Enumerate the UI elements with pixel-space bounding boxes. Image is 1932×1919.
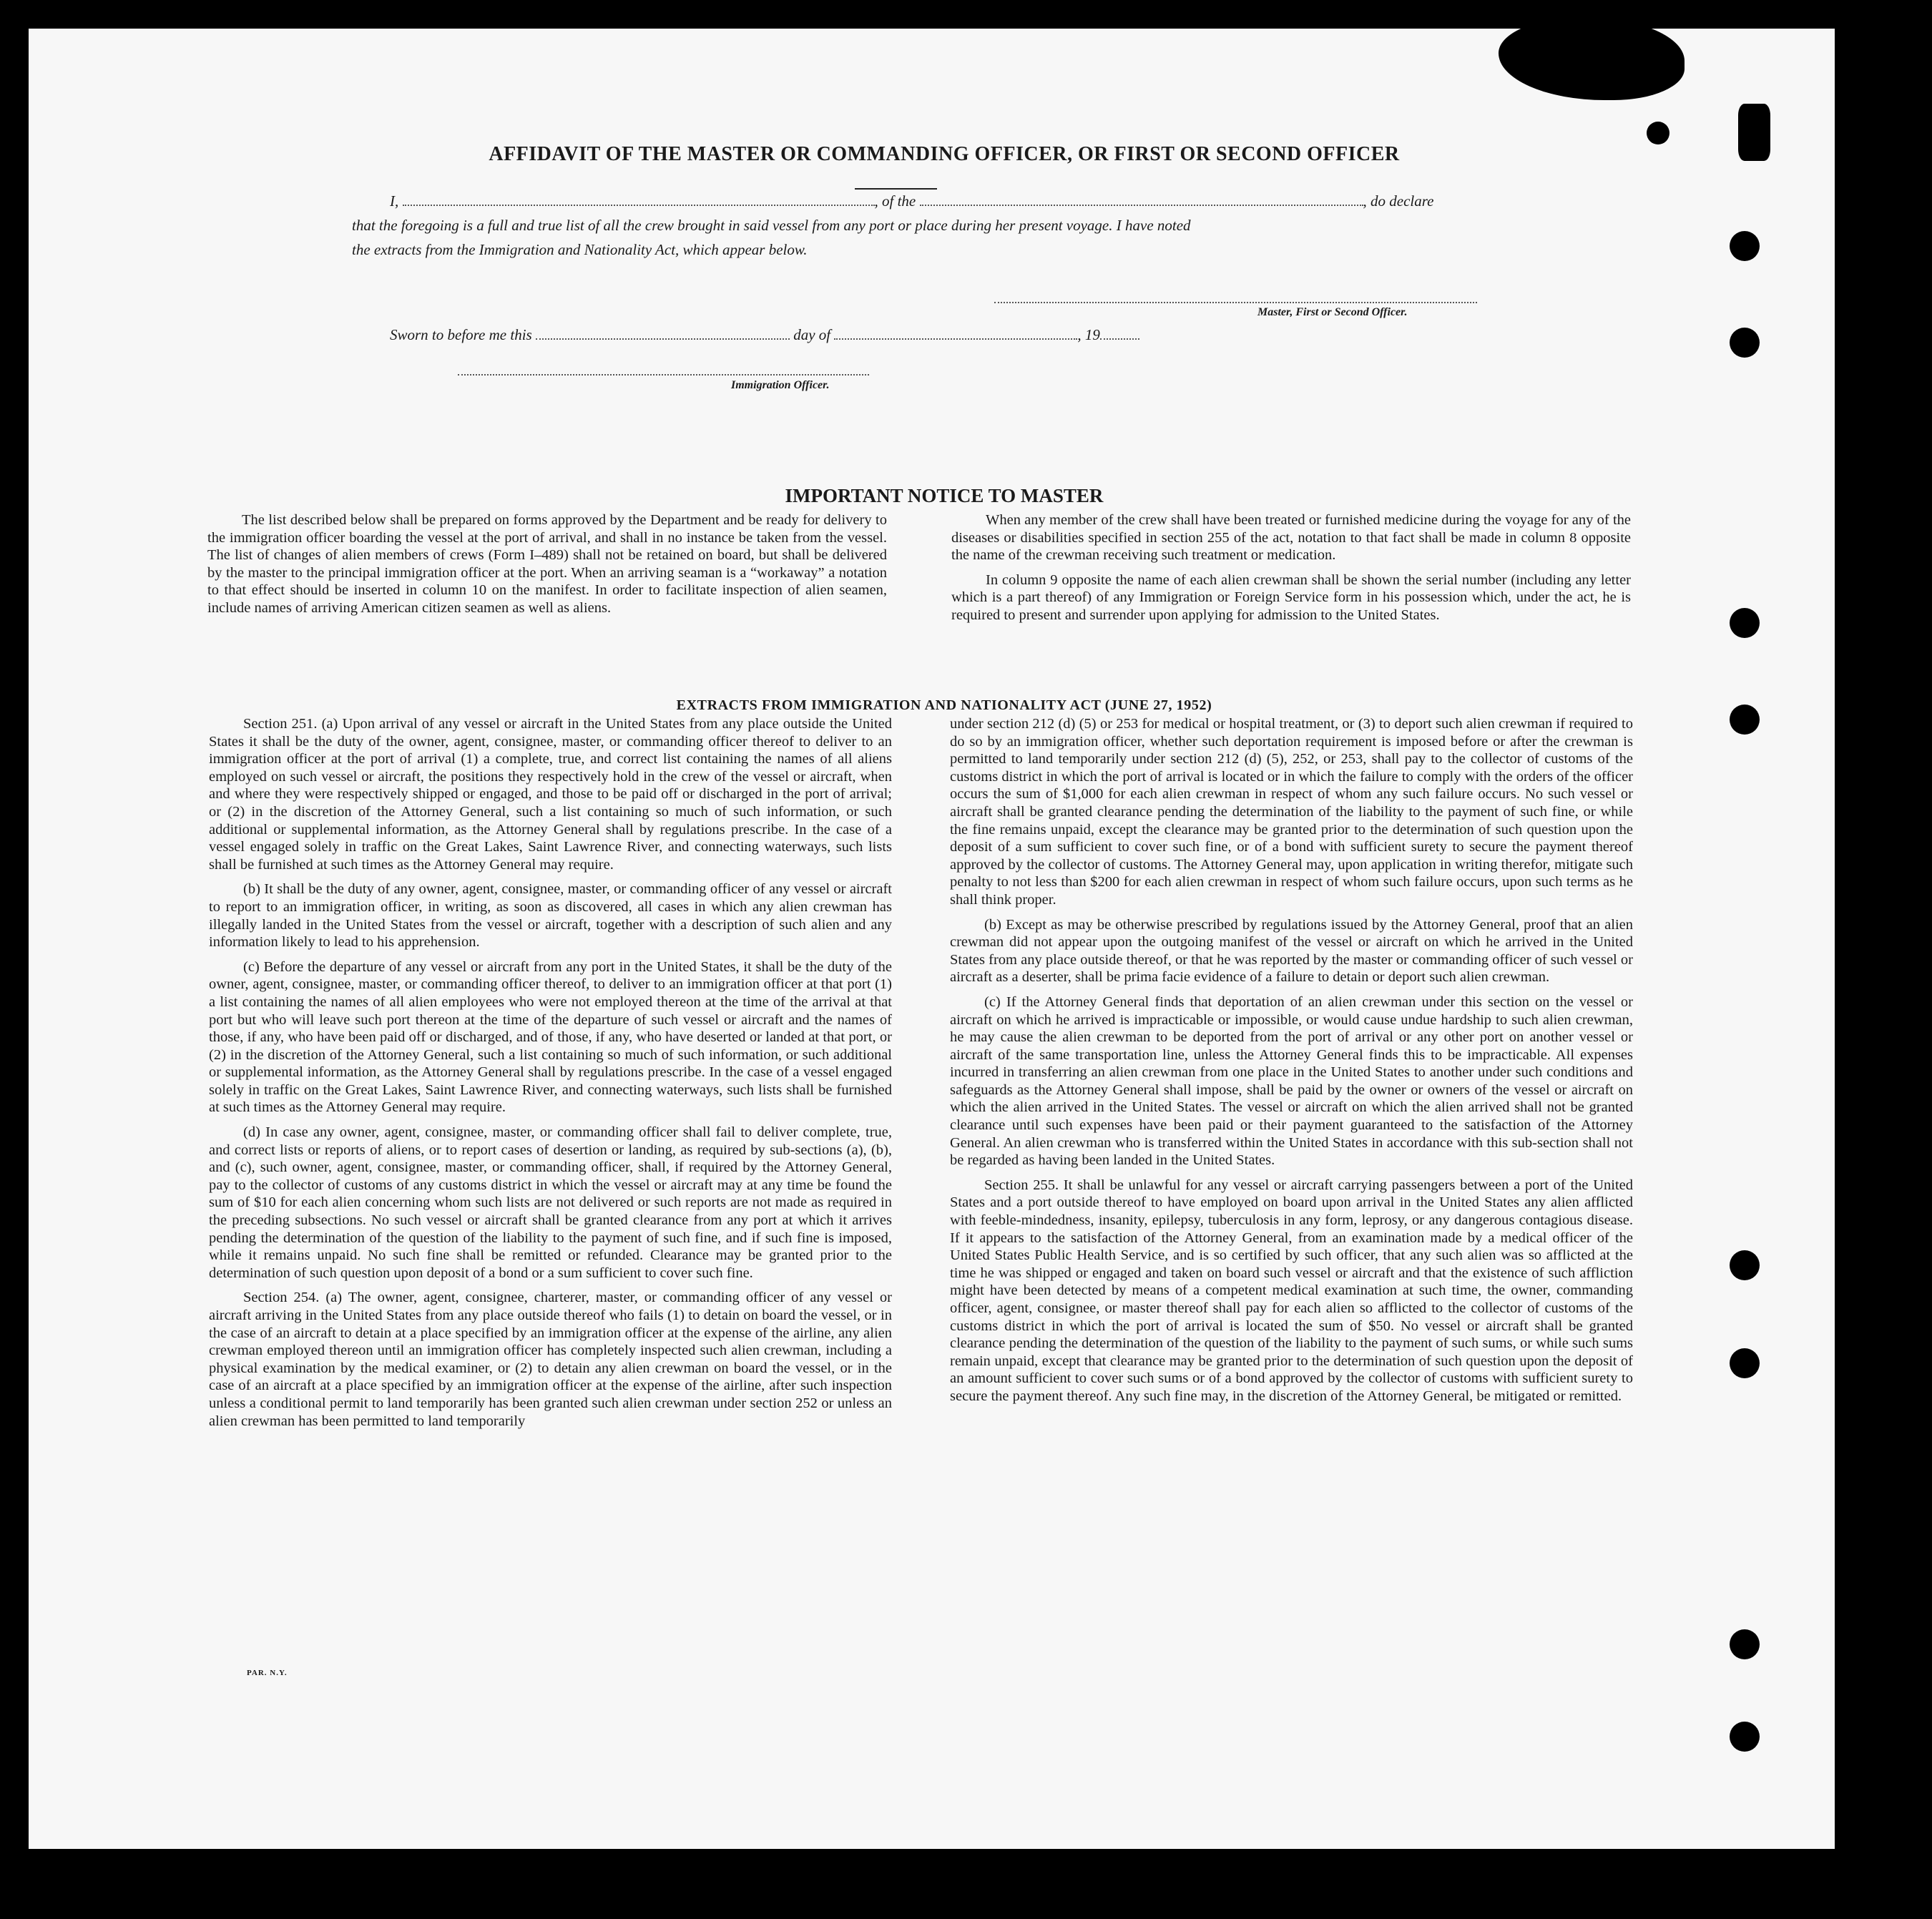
officer-signature-label: Immigration Officer.	[731, 379, 830, 391]
form-sheet	[29, 29, 1835, 1849]
punch-hole	[1730, 1629, 1760, 1659]
affidavit-title: AFFIDAVIT OF THE MASTER OR COMMANDING OFFICER, OR FIRST OR SECOND OFFICER	[489, 143, 1400, 165]
statute-paragraph: (d) In case any owner, agent, consignee, master, or commanding officer shall fail to deliver complete, true, and correct lists or reports of aliens, or to report cases of desertion or landing, as required by sub-sections (a), (b), and (c), such owner, agent, consignee, master, or commanding officer, shall, if required by the Attorney General, pay to the collector of customs of any customs district in which the vessel or aircraft may at any time be found the sum of $10 for each alien concerning whom such lists are not delivered or such reports are not made as required in the preceding subsections. No such vessel or aircraft shall be granted clearance from any port at which it arrives pending the determination of the question of the liability to the payment of such fine, and if such fine is imposed, while it remains unpaid. No such fine shall be remitted or refunded. Clearance may be granted prior to the determination of such question upon deposit of a bond or a sum sufficient to cover such fine.	[209, 1124, 892, 1281]
declaration-text: that the foregoing is a full and true list of all the crew brought in said vessel from any port or place during her present voyage. I have noted	[352, 217, 1191, 234]
punch-hole	[1730, 328, 1760, 358]
sworn-prefix: Sworn to before me this	[390, 326, 532, 343]
day-of-label: day of	[793, 326, 831, 343]
statute-paragraph: Section 251. (a) Upon arrival of any vessel or aircraft in the United States from any place outside the United States it shall be the duty of the owner, agent, consignee, master, or commanding officer thereof to deliver to an immigration officer at the port of arrival (1) a complete, true, and correct list containing the names of all aliens employed on such vessel or aircraft, the positions they respectively hold in the crew of the vessel or aircraft, when and where they were respectively shipped or engaged, and those to be paid off or discharged in the port of arrival; or (2) in the discretion of the Attorney General, such a list containing so much of such information, or such additional or supplemental information, as the Attorney General shall by regulations prescribe. In the case of a vessel engaged solely in traffic on the Great Lakes, Saint Lawrence River, and connecting waterways, such lists shall be furnished at such times as the Attorney General may require.	[209, 716, 892, 873]
notice-paragraph: In column 9 opposite the name of each alien crewman shall be shown the serial number (including any letter which is a part thereof) of any Immigration or Foreign Service form in his possession which, under the act, he is required to present and surrender upon applying for admission to the United States.	[951, 571, 1631, 623]
master-signature-field[interactable]	[994, 302, 1477, 303]
sworn-year-field[interactable]	[1100, 325, 1139, 340]
torn-corner	[1499, 18, 1685, 100]
notice-paragraph: When any member of the crew shall have been treated or furnished medicine during the voyage for any of the diseases or disabilities specified in section 255 of the act, notation to that fact shall be made in column 8 opposite the name of the crewman receiving such treatment or medication.	[951, 512, 1631, 564]
punch-hole	[1730, 1722, 1760, 1752]
master-signature-label: Master, First or Second Officer.	[1257, 306, 1408, 318]
sworn-month-field[interactable]	[834, 325, 1077, 340]
notice-paragraph: The list described below shall be prepared on forms approved by the Department and be ready for delivery to the immigration officer boarding the vessel at the port of arrival, and shall in no instance be taken from the vessel. The list of changes of alien members of crews (Form I–489) shall not be retained on board, but shall be delivered by the master to the principal immigration officer at the port. When an arriving seaman is a “workaway” a notation to that effect should be inserted in column 10 on the manifest. In order to facilitate inspection of alien seamen, include names of arriving American citizen seamen as well as aliens.	[207, 512, 887, 616]
sworn-day-field[interactable]	[536, 325, 790, 340]
vessel-prefix: , of the	[874, 192, 916, 210]
title-rule	[855, 188, 937, 190]
notice-title: IMPORTANT NOTICE TO MASTER	[785, 485, 1104, 506]
punch-hole	[1730, 1250, 1760, 1280]
punch-hole	[1647, 122, 1669, 144]
extracts-title: EXTRACTS FROM IMMIGRATION AND NATIONALITY ACT (JUNE 27, 1952)	[676, 697, 1212, 713]
declare-suffix: , do declare	[1363, 192, 1434, 210]
year-prefix: , 19	[1077, 326, 1100, 343]
statute-paragraph: Section 254. (a) The owner, agent, consignee, charterer, master, or commanding officer of any vessel or aircraft arriving in the United States from any place outside thereof who fails (1) to detain on board the vessel, or in the case of an aircraft to detain at a place specified by an immigration officer at the expense of the airline, any alien crewman employed thereon until an immigration officer has completely inspected such alien crewman, including a physical examination by the medical examiner, or (2) to detain any alien crewman on board the vessel, or in the case of an aircraft at a place specified by an immigration officer at the expense of the airline, after such inspection unless a conditional permit to land temporarily has been granted such alien crewman under section 252 or unless an alien crewman has been permitted to land temporarily	[209, 1290, 892, 1429]
notice-left-column	[207, 511, 887, 624]
statute-paragraph: (c) Before the departure of any vessel or aircraft from any port in the United States, it shall be the duty of the owner, agent, consignee, master, or commanding officer thereof, to deliver to an immigration officer at that port (1) a list containing the names of all alien employees who were not employed thereon at the time of the arrival at that port but who will leave such port thereon at the time of the departure of such vessel or aircraft and the names of those, if any, who have been paid off or discharged, and of those, if any, who have deserted or landed at that port, or (2) in the discretion of the Attorney General, such a list containing so much of such information, or such additional or supplemental information, as the Attorney General shall by regulations prescribe. In the case of a vessel engaged solely in traffic on the Great Lakes, Saint Lawrence River, and connecting waterways, such lists shall be furnished at such times as the Attorney General may require.	[209, 958, 892, 1116]
declaration-text: the extracts from the Immigration and Nationality Act, which appear below.	[352, 241, 808, 258]
officer-signature-field[interactable]	[458, 374, 869, 376]
statute-paragraph: Section 255. It shall be unlawful for any vessel or aircraft carrying passengers between a port of the United States and a port outside thereof to have employed on board upon arrival in the United States any alien afflicted with feeble-mindedness, insanity, epilepsy, tuberculosis in any form, leprosy, or any dangerous contagious disease. If it appears to the satisfaction of the Attorney General, from an examination made by a medical officer of the United States Public Health Service, and is so certified by such officer, that any such alien was so afflicted at the time he was shipped or engaged and taken on board such vessel or aircraft and that the existence of such affliction might have been detected by means of a competent medical examination at such time, the owner, commanding officer, agent, consignee, or master thereof shall pay for each alien so afflicted to the collector of customs of the customs district in which the port of arrival is located the sum of $50. No vessel or aircraft shall be granted clearance pending the determination of the question of the liability to the payment of such sums, or while such sums remain unpaid, except that clearance may be granted prior to the determination of such question upon the deposit of an amount sufficient to cover such sums or of a bond approved by the collector of customs with sufficient surety to secure the payment thereof. Any such fine may, in the discretion of the Attorney General, be mitigated or remitted.	[950, 1177, 1633, 1404]
sworn-line	[390, 325, 1139, 344]
punch-hole	[1730, 608, 1760, 638]
extracts-right-column	[950, 715, 1633, 1413]
statute-paragraph: (b) Except as may be otherwise prescribed by regulations issued by the Attorney General, proof that an alien crewman did not appear upon the outgoing manifest of the vessel or aircraft on which he arrived in the United States from any place outside thereof, or that he was reported by the master or commanding officer of such vessel or aircraft as a deserter, shall be prima facie evidence of a failure to detain or deport such alien crewman.	[950, 916, 1633, 986]
printer-mark: PAR. N.Y.	[247, 1669, 288, 1677]
punch-hole	[1730, 705, 1760, 735]
declarant-prefix: I,	[390, 192, 399, 210]
torn-corner	[1738, 104, 1770, 161]
punch-hole	[1730, 1348, 1760, 1378]
statute-paragraph: under section 212 (d) (5) or 253 for medical or hospital treatment, or (3) to deport such alien crewman if required to do so by an immigration officer, whether such deportation requirement is imposed before or after the crewman is permitted to land temporarily under section 212 (d) (5), 252, or 253, shall pay to the collector of customs of the customs district in which the port of arrival is located or in which the failure to comply with the orders of the officer occurs the sum of $1,000 for each alien crewman in respect of whom any such failure occurs. No such vessel or aircraft shall be granted clearance pending the determination of the liability to the payment of such fine, or while the fine remains unpaid, except the clearance may be granted prior to the determination of such question upon the deposit of a sum sufficient to cover such fine, or of a bond with sufficient surety to secure the payment thereof approved by the collector of customs. The Attorney General may, upon application in writing therefor, mitigate such penalty to not less than $200 for each alien crewman in respect of whom such failure occurs, upon such terms as he shall think proper.	[950, 716, 1633, 908]
statute-paragraph: (b) It shall be the duty of any owner, agent, consignee, master, or commanding officer of any vessel or aircraft to report to an immigration officer, in writing, as soon as discovered, all cases in which any alien crewman has illegally landed in the United States from the vessel or aircraft, together with a description of such alien and any information likely to lead to his apprehension.	[209, 881, 892, 951]
declaration-line	[390, 192, 1433, 210]
extracts-left-column	[209, 715, 892, 1437]
punch-hole	[1730, 231, 1760, 261]
notice-right-column	[951, 511, 1631, 632]
declarant-name-field[interactable]	[403, 192, 875, 206]
statute-paragraph: (c) If the Attorney General finds that deportation of an alien crewman under this section on the vessel or aircraft on which he arrived is impracticable or impossible, or would cause undue hardship to such alien crewman, he may cause the alien crewman to be deported from the port of arrival or any other port on another vessel or aircraft of the same transportation line, unless the Attorney General finds this to be impracticable. All expenses incurred in transferring an alien crewman from one place in the United States to another under such conditions and safeguards as the Attorney General shall impose, shall be paid by the owner or owners of the vessel or aircraft on which the alien arrived in the United States. The vessel or aircraft on which the alien arrived shall not be granted clearance until such expenses have been paid or their payment guaranteed to the satisfaction of the Attorney General. An alien crewman who is transferred within the United States in accordance with this sub-section shall not be regarded as having been landed in the United States.	[950, 993, 1633, 1169]
vessel-name-field[interactable]	[920, 192, 1363, 206]
